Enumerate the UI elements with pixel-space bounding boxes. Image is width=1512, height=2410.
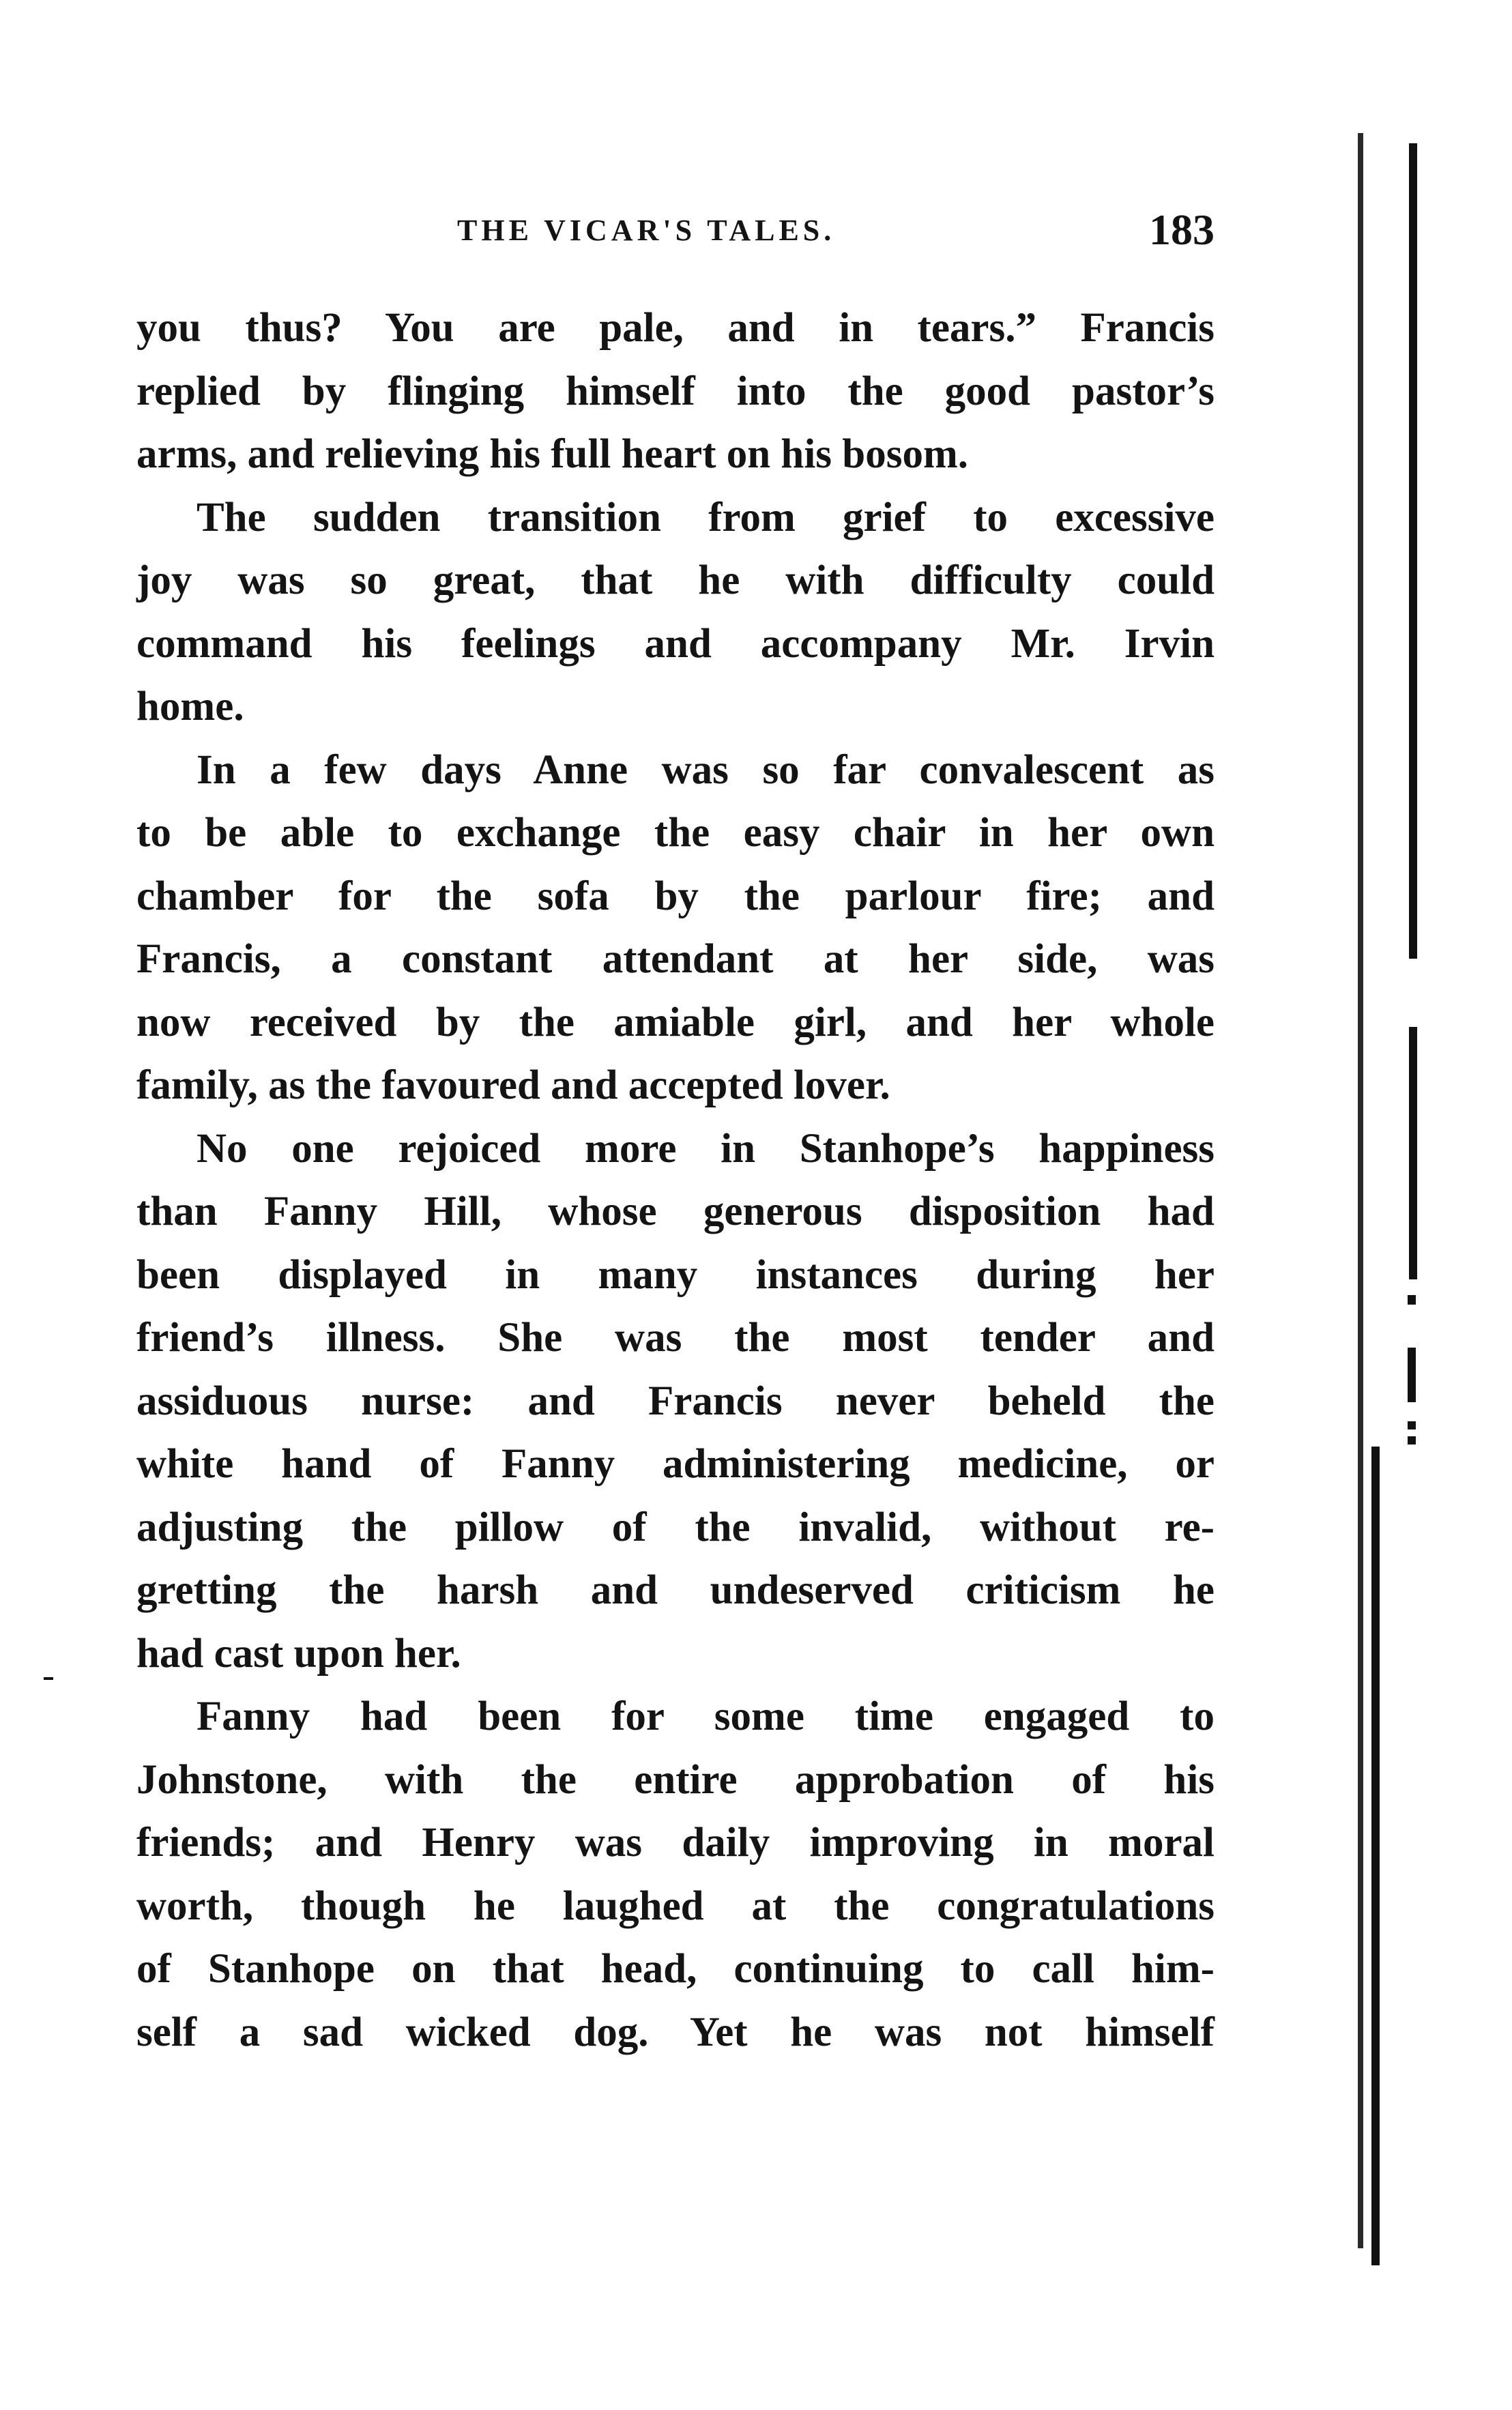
scan-speck [44, 1677, 53, 1680]
page-number: 183 [1149, 205, 1215, 254]
paragraph-first-line: The sudden transition from grief to excessive [197, 494, 1215, 540]
scan-edge-line [1358, 133, 1363, 2248]
scan-edge-mark [1408, 1421, 1416, 1429]
paragraph-first-line: Fanny had been for some time engaged to [197, 1694, 1215, 1739]
text-line: than Fanny Hill, whose generous disposition had [136, 1189, 1215, 1234]
running-title: THE VICAR'S TALES. [457, 214, 836, 247]
text-line: friend’s illness. She was the most tender and [136, 1315, 1215, 1361]
paragraph-first-line: No one rejoiced more in Stanhope’s happiness [197, 1125, 1215, 1172]
text-line: to be able to exchange the easy chair in her own [136, 810, 1215, 856]
paragraph-first-line: In a few days Anne was so far convalescent as [197, 746, 1215, 793]
scan-edge-mark [1408, 1295, 1416, 1305]
text-line: home. [136, 684, 244, 729]
body-text [136, 297, 1215, 2064]
text-line: assiduous nurse: and Francis never beheld the [136, 1378, 1215, 1424]
text-line: self a sad wicked dog. Yet he was not himself [136, 2009, 1215, 2055]
text-line: of Stanhope on that head, continuing to call him- [136, 1946, 1215, 1992]
text-line: family, as the favoured and accepted lover. [136, 1062, 890, 1108]
text-line: been displayed in many instances during her [136, 1251, 1215, 1298]
text-line: Johnstone, with the entire approbation of his [136, 1756, 1215, 1803]
text-line: chamber for the sofa by the parlour fire; and [136, 873, 1215, 919]
text-line: worth, though he laughed at the congratulations [136, 1883, 1215, 1929]
text-line: friends; and Henry was daily improving in moral [136, 1820, 1215, 1865]
text-line: joy was so great, that he with difficulty could [136, 557, 1215, 603]
text-line: had cast upon her. [136, 1630, 461, 1676]
text-line: now received by the amiable girl, and her whole [136, 999, 1215, 1045]
page-header [136, 205, 1215, 266]
text-line: you thus? You are pale, and in tears.” Francis [136, 305, 1215, 351]
text-line: gretting the harsh and undeserved criticism he [136, 1567, 1215, 1613]
text-line: command his feelings and accompany Mr. Irvin [136, 620, 1215, 667]
text-line: adjusting the pillow of the invalid, without re- [136, 1504, 1215, 1550]
text-line: white hand of Fanny administering medicine, or [136, 1441, 1215, 1487]
text-line: replied by flinging himself into the good pastor’s [136, 368, 1215, 414]
scan-edge-line [1409, 1027, 1417, 1279]
scan-edge-mark [1408, 1436, 1416, 1444]
scan-edge-line [1408, 1348, 1416, 1402]
text-line: Francis, a constant attendant at her side, was [136, 936, 1215, 982]
scan-edge-line [1409, 143, 1417, 959]
scan-edge-line [1371, 1447, 1380, 2265]
text-line: arms, and relieving his full heart on his bosom. [136, 431, 969, 477]
